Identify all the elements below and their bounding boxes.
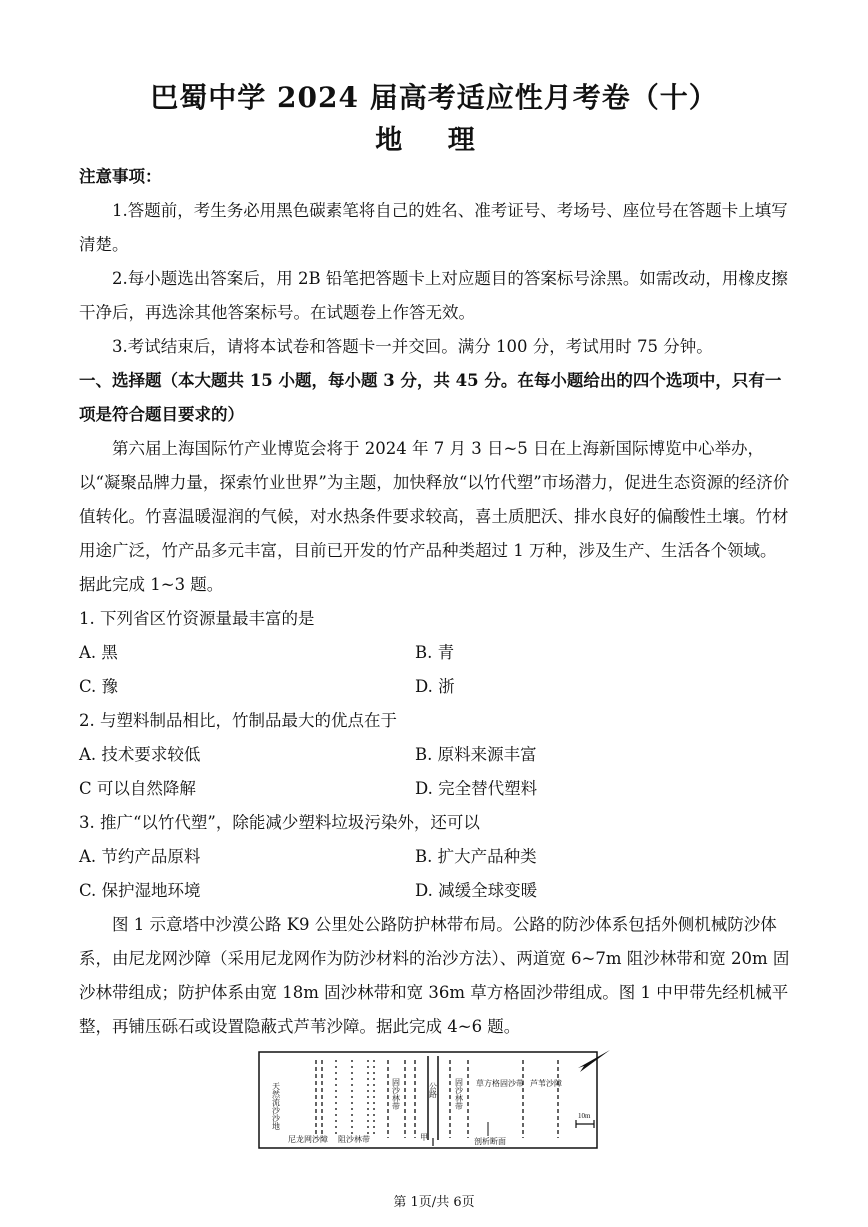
wind-direction-icon [578, 1050, 610, 1072]
option-a: A. 节约产品原料 [79, 847, 201, 866]
question-2-stem: 2. 与塑料制品相比，竹制品最大的优点在于 [79, 711, 397, 730]
option-b: B. 扩大产品种类 [415, 847, 537, 866]
option-c: C. 保护湿地环境 [79, 881, 201, 900]
option-d: D. 减缓全球变暖 [415, 881, 538, 900]
notice-item-2: 2.每小题选出答案后，用 2B 铅笔把答题卡上对应题目的答案标号涂黑。如需改动，用橡皮擦干净后，再选涂其他答案标号。在试题卷上作答无效。 [79, 269, 788, 322]
option-a: A. 技术要求较低 [79, 745, 201, 764]
section-label: 剖析断面 [474, 1137, 506, 1146]
passage-desert-road: 图 1 示意塔中沙漠公路 K9 公里处公路防护林带布局。公路的防沙体系包括外侧机械防沙体系，由尼龙网沙障（采用尼龙网作为防沙材料的治沙方法）、两道宽 6~7m 阻沙林带和宽 20m 固沙林带组成；防护体系由宽 18m 固沙林带和宽 36m 草方格固沙带组成。图 1 中甲带先经机械平整，再铺压砾石或设置隐蔽式芦苇沙障。据此完成 4~6 题。 [79, 915, 790, 1036]
passage-bamboo: 第六届上海国际竹产业博览会将于 2024 年 7 月 3 日~5 日在上海新国际博览中心举办，以“凝聚品牌力量，探索竹业世界”为主题，加快释放“以竹代塑”市场潜力，促进生态资源的经济价值转化。竹喜温暖湿润的气候，对水热条件要求较高，喜土质肥沃、排水良好的偏酸性土壤。竹材用途广泛，竹产品多元丰富，目前已开发的竹产品种类超过 1 万种，涉及生产、生活各个领域。据此完成 1~3 题。 [79, 439, 790, 594]
road-label: 公路 [428, 1082, 438, 1098]
block-belt-label: 阻沙林带 [338, 1135, 370, 1144]
nylon-barrier-label: 尼龙网沙障 [288, 1135, 328, 1144]
option-c: C 可以自然降解 [79, 779, 196, 798]
option-d: D. 浙 [415, 677, 455, 696]
page-number: 第 1页/共 6页 [393, 1195, 475, 1210]
paper-content [79, 160, 791, 1044]
question-1-stem: 1. 下列省区竹资源量最丰富的是 [79, 609, 315, 628]
question-3-options-row-1 [79, 840, 791, 874]
option-b: B. 原料来源丰富 [415, 745, 537, 764]
fix-belt-right-label: 固沙林带 [454, 1078, 464, 1110]
option-c: C. 豫 [79, 677, 119, 696]
desert-label: 天然流沙沙地 [271, 1082, 281, 1130]
question-1-options-row-2 [79, 670, 791, 704]
fix-belt-left-label: 固沙林带 [391, 1078, 401, 1110]
notice-heading: 注意事项： [79, 167, 162, 186]
scale-label: 10m [578, 1112, 591, 1120]
question-2-options-row-1 [79, 738, 791, 772]
option-b: B. 青 [415, 643, 455, 662]
option-d: D. 完全替代塑料 [415, 779, 538, 798]
exam-title: 巴蜀中学 2024 届高考适应性月考卷（十） [150, 81, 718, 114]
question-2-options-row-2 [79, 772, 791, 806]
question-3-options-row-2 [79, 874, 791, 908]
notice-item-3: 3.考试结束后，请将本试卷和答题卡一并交回。满分 100 分，考试用时 75 分钟。 [112, 337, 713, 356]
grass-grid-label: 草方格固沙带 [476, 1079, 524, 1088]
subject-title: 地 理 [375, 125, 493, 156]
jia-label: 甲 [420, 1133, 428, 1142]
notice-item-1: 1.答题前，考生务必用黑色碳素笔将自己的姓名、准考证号、考场号、座位号在答题卡上填写清楚。 [79, 201, 788, 254]
question-1-options-row-1 [79, 636, 791, 670]
reed-barrier-label: 芦苇沙障 [530, 1079, 562, 1088]
section-heading: 一、选择题（本大题共 15 小题，每小题 3 分，共 45 分。在每小题给出的四个选项中，只有一项是符合题目要求的） [79, 371, 782, 424]
question-3-stem: 3. 推广“以竹代塑”，除能减少塑料垃圾污染外，还可以 [79, 813, 480, 832]
option-a: A. 黑 [79, 643, 118, 662]
figure-1-shelterbelt-diagram [258, 1048, 610, 1152]
